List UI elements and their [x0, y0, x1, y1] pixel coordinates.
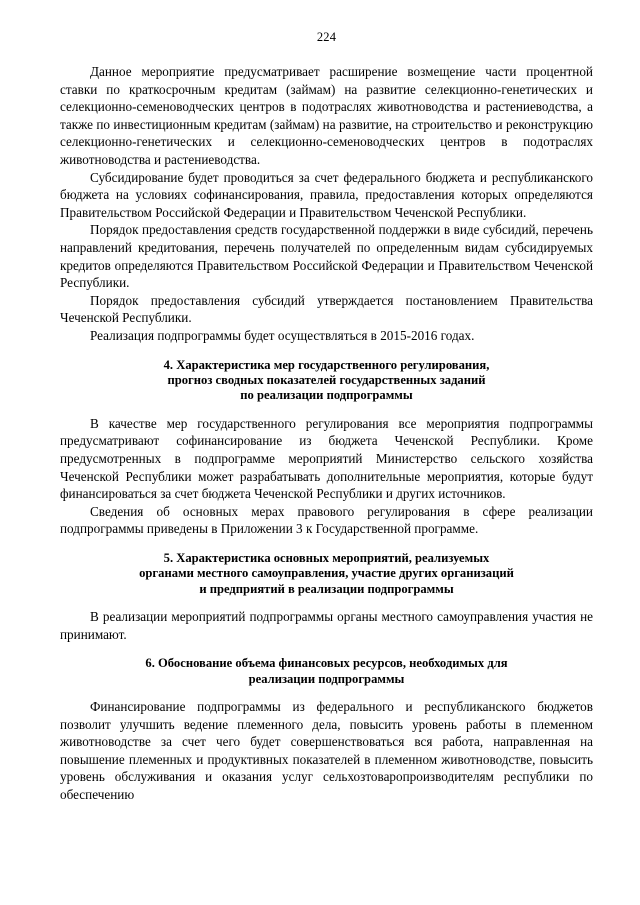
- body-paragraph: Реализация подпрограммы будет осуществляться в 2015-2016 годах.: [90, 327, 475, 343]
- section-heading: [60, 551, 593, 597]
- block-spacer: [60, 601, 593, 608]
- section-heading-line: 4. Характеристика мер государственного регулирования,: [163, 357, 490, 372]
- section-heading-line: по реализации подпрограммы: [240, 388, 413, 403]
- body-paragraph: Порядок предоставления субсидий утверждается постановлением Правительства Чеченской Республики.: [60, 292, 593, 326]
- section-heading-line: реализации подпрограммы: [248, 671, 405, 686]
- body-paragraph: Субсидирование будет проводиться за счет федерального бюджета и республиканского бюджета на условиях софинансирования, правила, предоставления которых определяются Правительством Российской Федерации и Правительством Чеченской Республики.: [60, 169, 593, 220]
- document-body: [60, 63, 593, 804]
- page-number: 224: [316, 30, 337, 44]
- section-heading-line: органами местного самоуправления, участие других организаций: [139, 566, 514, 581]
- body-paragraph: В качестве мер государственного регулирования все мероприятия подпрограммы предусматривают софинансирование из бюджета Чеченской Республики. Кроме предусмотренных в подпрограмме мероприятий Министерство сельского хозяйства Чеченской Республики может разрабатывать дополнительные мероприятия, которые будут финансироваться за счет бюджета Чеченской Республики и других источников.: [60, 415, 593, 502]
- section-heading-line: прогноз сводных показателей государственных заданий: [167, 372, 486, 387]
- section-heading-line: и предприятий в реализации подпрограммы: [199, 581, 454, 596]
- section-heading-line: 6. Обоснование объема финансовых ресурсов, необходимых для: [145, 656, 508, 671]
- body-paragraph: В реализации мероприятий подпрограммы органы местного самоуправления участия не принимают.: [60, 609, 593, 642]
- block-spacer: [60, 408, 593, 415]
- section-heading: [60, 656, 593, 687]
- section-heading-line: 5. Характеристика основных мероприятий, реализуемых: [163, 550, 490, 565]
- block-spacer: [60, 691, 593, 698]
- section-heading: [60, 358, 593, 404]
- body-paragraph: Сведения об основных мерах правового регулирования в сфере реализации подпрограммы приведены в Приложении 3 к Государственной программе.: [60, 503, 593, 537]
- body-paragraph: Порядок предоставления средств государственной поддержки в виде субсидий, перечень направлений кредитования, перечень получателей по определенным видам субсидируемых кредитов определяются Правительством Российской Федерации и Правительством Чеченской Республики.: [60, 222, 593, 291]
- body-paragraph: Данное мероприятие предусматривает расширение возмещение части процентной ставки по краткосрочным кредитам (займам) на развитие селекционно-генетических и селекционно-семеноводческих центров в подотраслях животноводства и растениеводства, а также по инвестиционным кредитам (займам) на развитие, на строительство и реконструкцию селекционно-генетических и селекционно-семеноводческих центров в подотраслях животноводства и растениеводства.: [60, 64, 593, 167]
- body-paragraph: Финансирование подпрограммы из федерального и республиканского бюджетов позволит улучшить ведение племенного дела, повысить уровень работы в племенном животноводстве за счет чего будет совершенствоваться вся работа, направленная на повышение племенных и продуктивных показателей в племенном животноводстве, повысить уровень обслуживания и оказания услуг сельхозтоваропроизводителям республики по обеспечению: [60, 699, 593, 803]
